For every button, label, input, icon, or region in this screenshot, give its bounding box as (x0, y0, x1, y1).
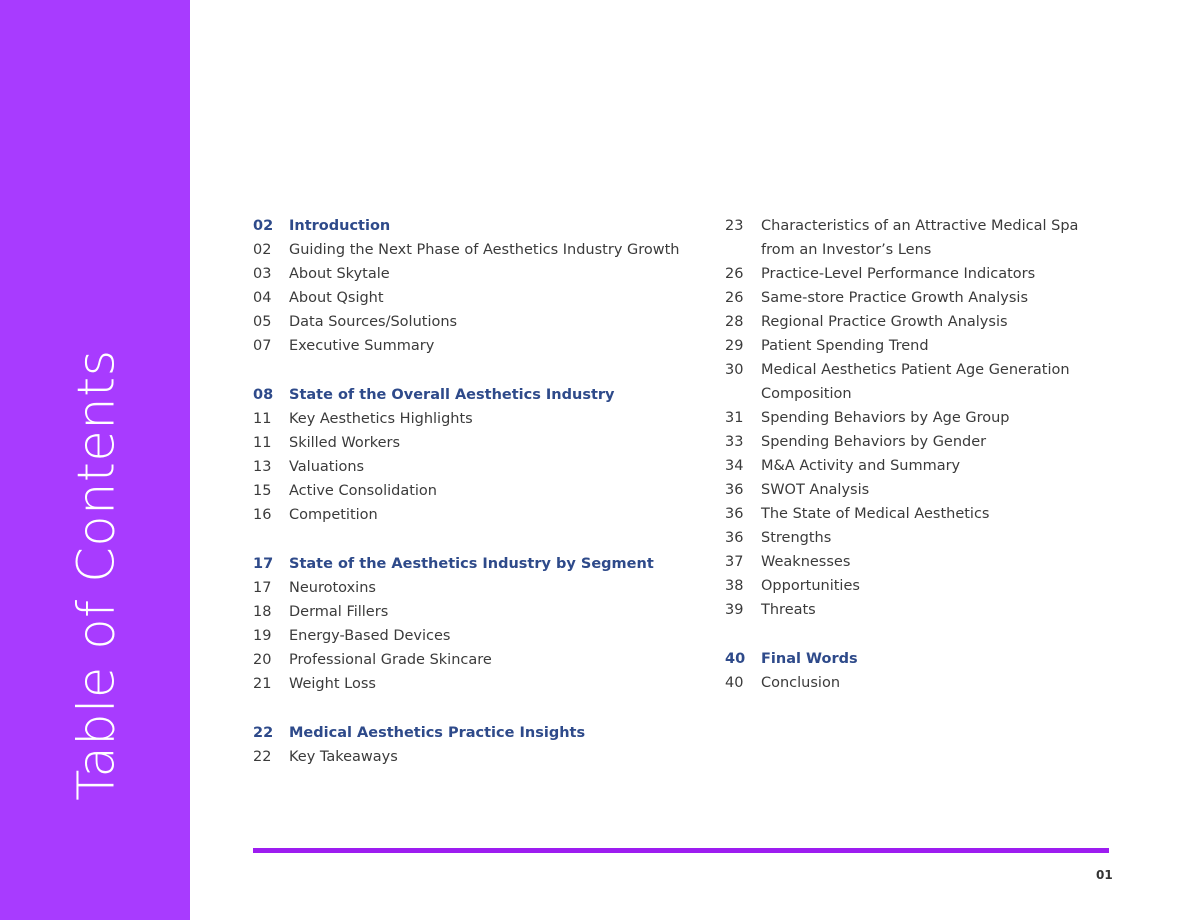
toc-entry[interactable] (725, 574, 1115, 598)
toc-entry-label: The State of Medical Aesthetics (761, 506, 990, 522)
toc-entry-label: Key Aesthetics Highlights (289, 411, 473, 427)
toc-entry[interactable] (253, 503, 693, 527)
section-spacer (253, 358, 693, 383)
toc-entry-label: About Skytale (289, 266, 390, 282)
toc-entry[interactable] (725, 430, 1115, 454)
toc-entry-label: M&A Activity and Summary (761, 458, 961, 474)
toc-entry-label: Active Consolidation (289, 483, 437, 499)
toc-entry-label: Regional Practice Growth Analysis (761, 314, 1008, 330)
toc-entry-label: Skilled Workers (289, 435, 401, 451)
toc-entry-label: Neurotoxins (289, 580, 376, 596)
toc-entry-label: Opportunities (761, 578, 860, 594)
toc-entry[interactable] (725, 454, 1115, 478)
toc-entry-label: SWOT Analysis (761, 482, 870, 498)
toc-page-number: 36 (725, 506, 744, 522)
toc-entry-label: Guiding the Next Phase of Aesthetics Industry Growth (289, 242, 680, 258)
toc-page-number: 11 (253, 435, 272, 451)
toc-page-number: 36 (725, 530, 744, 546)
toc-entry[interactable] (253, 672, 693, 696)
toc-page-number: 29 (725, 338, 744, 354)
toc-entry[interactable] (253, 455, 693, 479)
section-spacer (253, 696, 693, 721)
toc-entry[interactable] (725, 478, 1115, 502)
toc-page-number: 04 (253, 290, 272, 306)
toc-section-heading[interactable] (253, 214, 693, 238)
toc-entry[interactable] (725, 214, 1115, 262)
toc-page-number: 26 (725, 266, 744, 282)
section-spacer (725, 622, 1115, 647)
page-number: 01 (1096, 868, 1113, 882)
toc-entry-label: Conclusion (761, 675, 841, 691)
toc-entry[interactable] (253, 576, 693, 600)
toc-page-number: 22 (253, 725, 274, 741)
toc-entry[interactable] (725, 262, 1115, 286)
toc-entry-label: Final Words (761, 651, 858, 667)
toc-entry-label: Energy-Based Devices (289, 628, 451, 644)
toc-page-number: 13 (253, 459, 272, 475)
toc-page-number: 15 (253, 483, 272, 499)
toc-entry[interactable] (253, 648, 693, 672)
toc-entry-label: State of the Aesthetics Industry by Segment (289, 556, 654, 572)
toc-page-number: 03 (253, 266, 272, 282)
toc-entry-label: Data Sources/Solutions (289, 314, 458, 330)
sidebar (0, 0, 190, 920)
toc-page-number: 08 (253, 387, 274, 403)
toc-entry[interactable] (253, 479, 693, 503)
toc-entry[interactable] (725, 526, 1115, 550)
toc-entry-label: State of the Overall Aesthetics Industry (289, 387, 615, 403)
toc-entry[interactable] (253, 310, 693, 334)
toc-entry-label: Key Takeaways (289, 749, 398, 765)
toc-entry[interactable] (253, 262, 693, 286)
toc-entry[interactable] (253, 431, 693, 455)
toc-page-number: 19 (253, 628, 272, 644)
toc-entry[interactable] (725, 286, 1115, 310)
toc-section-heading[interactable] (253, 721, 693, 745)
toc-entry-label: About Qsight (289, 290, 384, 306)
toc-entry[interactable] (725, 598, 1115, 622)
footer-rule (253, 848, 1109, 853)
toc-page-number: 02 (253, 218, 274, 234)
section-spacer (253, 527, 693, 552)
toc-page-number: 18 (253, 604, 272, 620)
toc-page-number: 36 (725, 482, 744, 498)
toc-entry-label: Threats (761, 602, 816, 618)
toc-entry-label: Weight Loss (289, 676, 376, 692)
toc-page-number: 34 (725, 458, 744, 474)
toc-entry[interactable] (725, 358, 1115, 406)
toc-entry-label: Patient Spending Trend (761, 338, 929, 354)
toc-page-number: 31 (725, 410, 744, 426)
toc-entry-label: Executive Summary (289, 338, 435, 354)
toc-page-number: 23 (725, 218, 744, 234)
toc-page-number: 33 (725, 434, 744, 450)
toc-entry[interactable] (253, 624, 693, 648)
toc-page-number: 16 (253, 507, 272, 523)
toc-page-number: 30 (725, 362, 744, 378)
toc-section-heading[interactable] (253, 383, 693, 407)
toc-page-number: 37 (725, 554, 744, 570)
toc-entry-label: Same-store Practice Growth Analysis (761, 290, 1029, 306)
toc-entry-label: Dermal Fillers (289, 604, 389, 620)
toc-page-number: 17 (253, 556, 274, 572)
toc-entry[interactable] (253, 600, 693, 624)
toc-page-number: 38 (725, 578, 744, 594)
toc-page-number: 20 (253, 652, 272, 668)
page-title: Table of Contents (67, 349, 127, 801)
toc-page-number: 21 (253, 676, 272, 692)
toc-entry-label: Competition (289, 507, 378, 523)
toc-entry[interactable] (253, 238, 693, 262)
toc-page-number: 17 (253, 580, 272, 596)
toc-page-number: 07 (253, 338, 272, 354)
toc-entry-label: Weaknesses (761, 554, 851, 570)
toc-entry-label: Medical Aesthetics Practice Insights (289, 725, 586, 741)
toc-entry-label: Introduction (289, 218, 391, 234)
toc-entry[interactable] (253, 334, 693, 358)
toc-page-number: 40 (725, 651, 746, 667)
toc-entry[interactable] (725, 671, 1115, 695)
toc-page-number: 26 (725, 290, 744, 306)
toc-entry-label: Valuations (289, 459, 365, 475)
toc-entry-label: Strengths (761, 530, 832, 546)
toc-entry[interactable] (253, 286, 693, 310)
toc-page-number: 05 (253, 314, 272, 330)
toc-page-number: 02 (253, 242, 272, 258)
toc-page-number: 28 (725, 314, 744, 330)
toc-entry[interactable] (253, 407, 693, 431)
toc-entry[interactable] (725, 502, 1115, 526)
toc-entry-label: Practice-Level Performance Indicators (761, 266, 1036, 282)
toc-entry-label: Spending Behaviors by Age Group (761, 410, 1010, 426)
toc-page-number: 39 (725, 602, 744, 618)
toc-entry[interactable] (725, 406, 1115, 430)
toc-section-heading[interactable] (725, 647, 1115, 671)
toc-left-column (253, 214, 693, 769)
toc-right-column (725, 214, 1115, 695)
toc-entry-label: Characteristics of an Attractive Medical Spa from an Investor’s Lens (761, 218, 1079, 258)
toc-entry[interactable] (725, 550, 1115, 574)
toc-entry-label: Spending Behaviors by Gender (761, 434, 987, 450)
toc-entry[interactable] (253, 745, 693, 769)
toc-entry[interactable] (725, 334, 1115, 358)
toc-section-heading[interactable] (253, 552, 693, 576)
toc-entry-label: Medical Aesthetics Patient Age Generation Composition (761, 362, 1070, 402)
toc-entry-label: Professional Grade Skincare (289, 652, 492, 668)
toc-entry[interactable] (725, 310, 1115, 334)
toc-page-number: 22 (253, 749, 272, 765)
toc-page-number: 11 (253, 411, 272, 427)
toc-page-number: 40 (725, 675, 744, 691)
